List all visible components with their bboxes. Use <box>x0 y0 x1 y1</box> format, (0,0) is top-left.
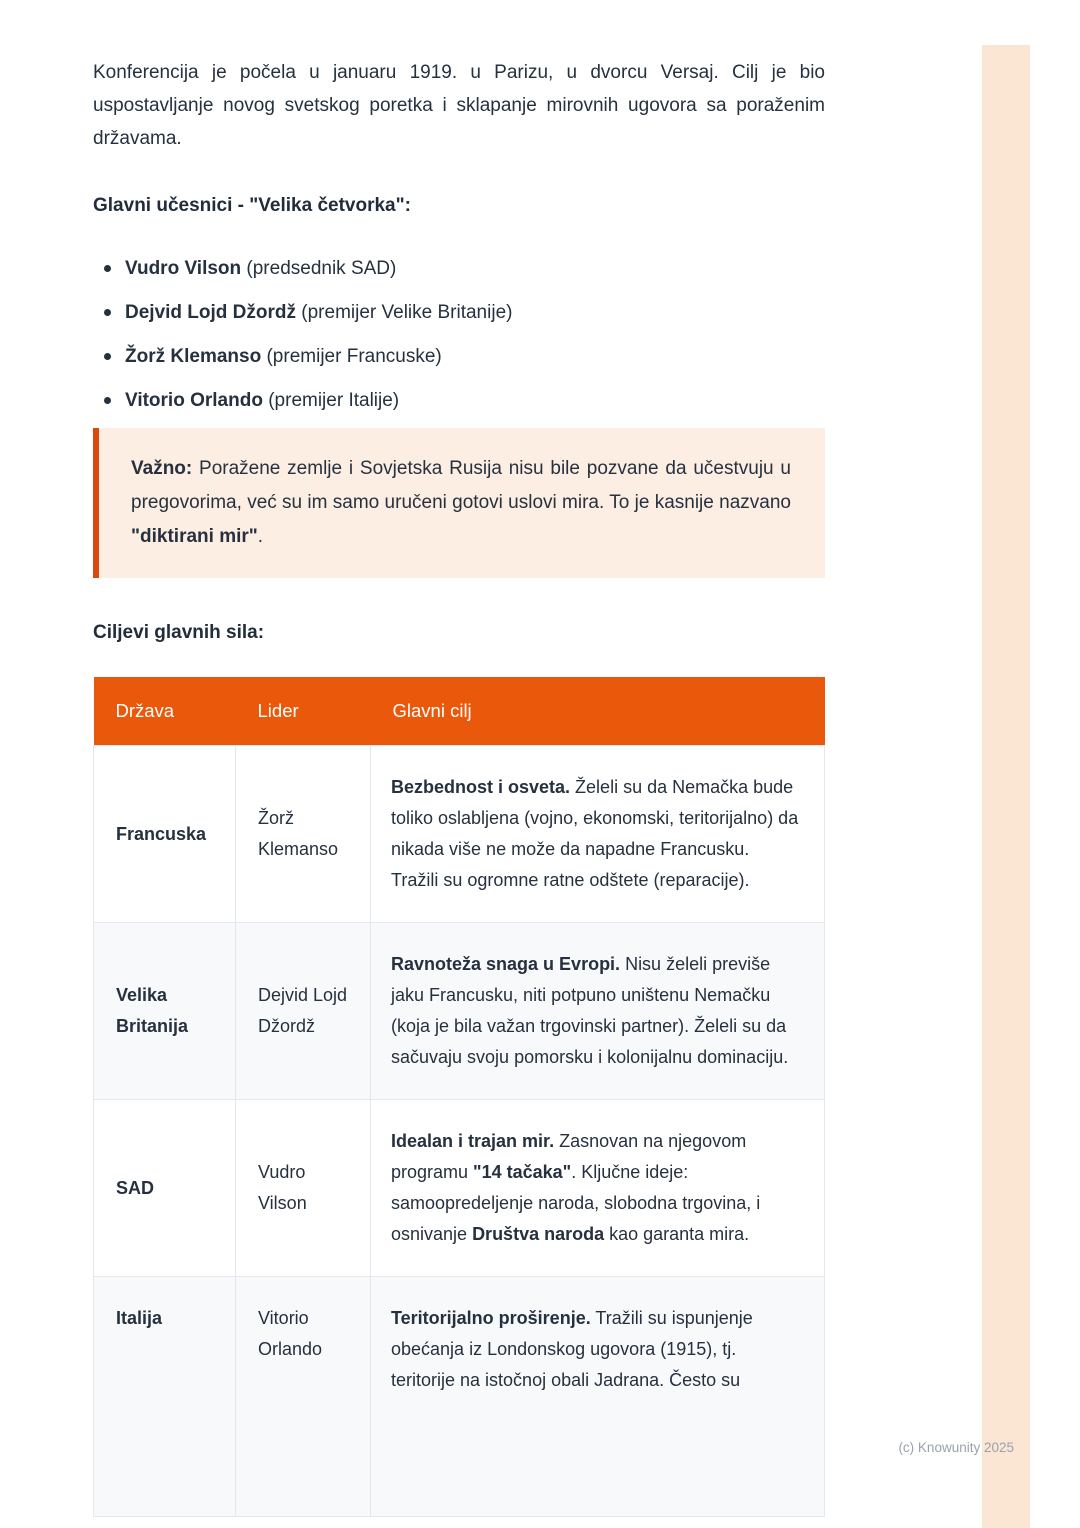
text-segment: "diktirani mir" <box>131 526 258 547</box>
text-segment: Bezbednost i osveta. <box>391 777 571 797</box>
text-segment: Teritorijalno proširenje. <box>391 1308 591 1328</box>
callout-text <box>131 452 791 554</box>
leader-cell: Vitorio Orlando <box>236 1277 371 1517</box>
list-item <box>93 384 825 417</box>
country-cell: Italija <box>94 1277 236 1517</box>
leader-cell: Dejvid Lojd Džordž <box>236 923 371 1100</box>
text-segment: Idealan i trajan mir. <box>391 1131 555 1151</box>
table-row <box>94 1100 825 1277</box>
participant-role: (premijer Italije) <box>262 390 400 411</box>
country-cell: Velika Britanija <box>94 923 236 1100</box>
goals-table <box>93 677 825 1517</box>
table-row <box>94 1277 825 1517</box>
col-header-drzava: Država <box>94 677 236 746</box>
text-segment: Zasnovan na njegovom programu <box>391 1131 747 1182</box>
text-segment: kao garanta mira. <box>604 1224 750 1244</box>
leader-cell: Žorž Klemanso <box>236 746 371 923</box>
col-header-glavni-cilj: Glavni cilj <box>371 677 825 746</box>
participants-list <box>93 252 825 417</box>
goal-cell <box>371 746 825 923</box>
text-segment: Tražili su ispunjenje obećanja iz Londonskog ugovora (1915), tj. teritorije na istočnoj obali Jadrana. Često su <box>391 1308 753 1390</box>
text-segment: Društva naroda <box>472 1224 605 1244</box>
intro-paragraph: Konferencija je počela u januaru 1919. u Parizu, u dvorcu Versaj. Cilj je bio uspostavljanje novog svetskog poretka i sklapanje mirovnih ugovora sa poraženim državama. <box>93 62 825 149</box>
list-item <box>93 340 825 373</box>
participant-name: Dejvid Lojd Džordž <box>125 302 296 323</box>
goal-cell <box>371 1100 825 1277</box>
text-segment: Poražene zemlje i Sovjetska Rusija nisu bile pozvane da učestvuju u pregovorima, već su im samo uručeni gotovi uslovi mira. To je kasnije nazvano <box>131 458 791 513</box>
participants-heading: Glavni učesnici - "Velika četvorka": <box>93 195 411 216</box>
important-callout <box>93 428 825 578</box>
text-segment: Nisu želeli previše jaku Francusku, niti potpuno uništenu Nemačku (koja je bila važan trgovinski partner). Želeli su da sačuvaju svoju pomorsku i kolonijalnu dominaciju. <box>391 954 789 1067</box>
col-header-lider: Lider <box>236 677 371 746</box>
country-cell: SAD <box>94 1100 236 1277</box>
content-area <box>93 0 825 1517</box>
participant-name: Žorž Klemanso <box>125 346 262 367</box>
goal-cell <box>371 923 825 1100</box>
text-segment: Ravnoteža snaga u Evropi. <box>391 954 621 974</box>
participant-name: Vitorio Orlando <box>125 390 263 411</box>
table-header-row <box>94 677 825 746</box>
goals-heading: Ciljevi glavnih sila: <box>93 622 265 643</box>
goal-cell <box>371 1277 825 1517</box>
text-segment: Važno: <box>131 458 193 479</box>
participant-role: (predsednik SAD) <box>241 258 397 279</box>
text-segment: "14 tačaka" <box>473 1162 572 1182</box>
participant-role: (premijer Francuske) <box>261 346 442 367</box>
list-item <box>93 252 825 285</box>
text-segment: Želeli su da Nemačka bude toliko oslabljena (vojno, ekonomski, teritorijalno) da nikada više ne može da napadne Francusku. Tražili su ogromne ratne odštete (reparacije). <box>391 777 799 890</box>
text-segment: . <box>257 526 264 547</box>
decorative-side-strip <box>982 45 1030 1528</box>
copyright-notice: (c) Knowunity 2025 <box>898 1440 1014 1455</box>
list-item <box>93 296 825 329</box>
text-segment: . Ključne ideje: samoopredeljenje naroda, slobodna trgovina, i osnivanje <box>391 1162 761 1244</box>
participant-role: (premijer Velike Britanije) <box>296 302 513 323</box>
table-row <box>94 923 825 1100</box>
participant-name: Vudro Vilson <box>125 258 242 279</box>
leader-cell: Vudro Vilson <box>236 1100 371 1277</box>
country-cell: Francuska <box>94 746 236 923</box>
table-row <box>94 746 825 923</box>
